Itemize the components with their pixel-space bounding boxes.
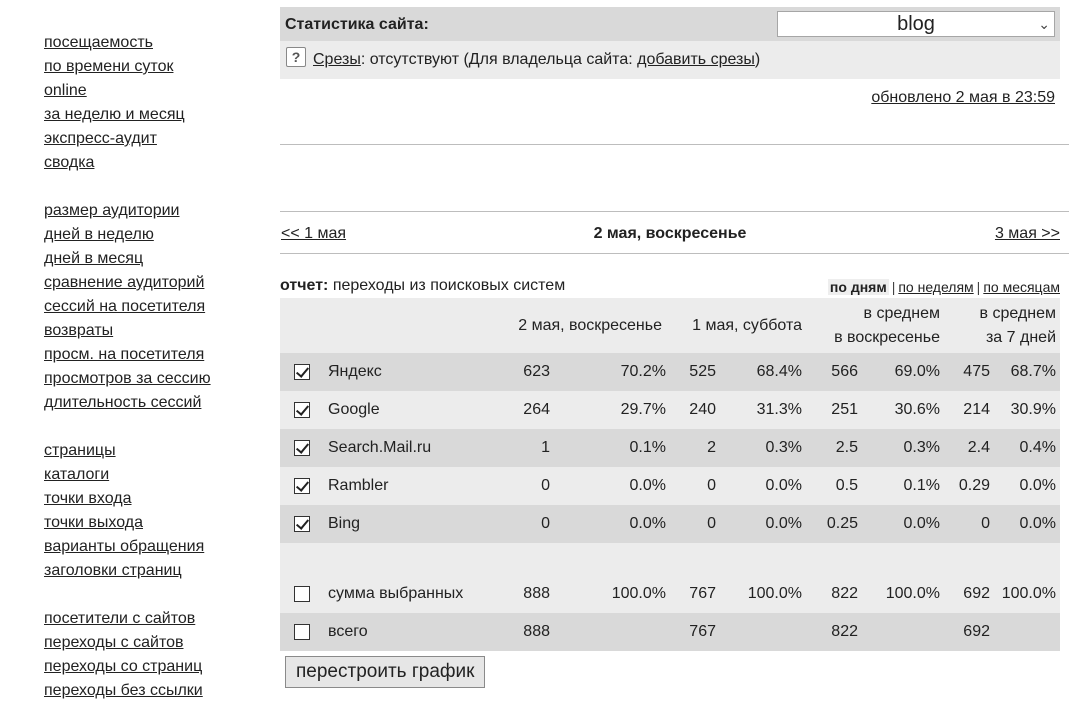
count-cell: 888 xyxy=(494,575,554,613)
percent-cell: 70.2% xyxy=(554,353,666,391)
row-checkbox[interactable] xyxy=(294,478,310,494)
report-line xyxy=(280,277,1060,297)
slices-status: : отсутствуют (Для владельца сайта: xyxy=(360,51,638,68)
col-head-avg-7 xyxy=(940,298,1060,353)
nav-item[interactable]: дней в неделю xyxy=(44,226,154,243)
percent-cell: 100.0% xyxy=(862,575,940,613)
site-select-value: blog xyxy=(897,13,935,35)
page-title: Статистика сайта: xyxy=(285,16,429,33)
table-row xyxy=(280,613,1060,651)
table-row xyxy=(280,505,1060,543)
nav-item[interactable]: длительность сессий xyxy=(44,394,202,411)
percent-cell: 0.3% xyxy=(716,429,806,467)
table-row xyxy=(280,467,1060,505)
count-cell: 0 xyxy=(666,505,716,543)
table-header xyxy=(280,298,1060,353)
count-cell: 240 xyxy=(666,391,716,429)
count-cell: 566 xyxy=(806,353,862,391)
row-checkbox[interactable] xyxy=(294,586,310,602)
chevron-down-icon: ⌄ xyxy=(1038,16,1050,32)
col-head-avg7-sub: за 7 дней xyxy=(985,328,1056,346)
nav-item[interactable]: online xyxy=(44,82,87,99)
date-nav xyxy=(280,225,1060,245)
nav-item[interactable]: варианты обращения xyxy=(44,538,205,555)
nav-item[interactable]: сравнение аудиторий xyxy=(44,274,205,291)
count-cell: 767 xyxy=(666,613,716,651)
nav-item[interactable]: экспресс-аудит xyxy=(44,130,157,147)
nav-group-audience xyxy=(44,199,244,415)
nav-item[interactable]: переходы без ссылки xyxy=(44,682,203,699)
question-icon[interactable]: ? xyxy=(286,47,306,67)
row-label: Google xyxy=(324,391,494,429)
spacer-row xyxy=(280,543,1060,575)
nav-item[interactable]: посещаемость xyxy=(44,34,153,51)
count-cell: 2.5 xyxy=(806,429,862,467)
percent-cell: 0.0% xyxy=(990,505,1060,543)
table-row xyxy=(280,391,1060,429)
period-days[interactable]: по дням xyxy=(829,279,887,295)
report-label: отчет: xyxy=(280,277,329,294)
percent-cell: 0.3% xyxy=(862,429,940,467)
site-select[interactable] xyxy=(777,11,1055,37)
count-cell: 214 xyxy=(940,391,990,429)
percent-cell: 0.0% xyxy=(990,467,1060,505)
count-cell: 0.29 xyxy=(940,467,990,505)
period-weeks[interactable]: по неделям xyxy=(898,279,974,295)
nav-group-referrers xyxy=(44,607,244,703)
percent-cell xyxy=(990,613,1060,651)
report-title xyxy=(280,277,565,295)
row-label: Bing xyxy=(324,505,494,543)
data-rows xyxy=(280,353,1060,543)
col-head-avg7-label: в среднем xyxy=(979,304,1056,322)
count-cell: 0.5 xyxy=(806,467,862,505)
rebuild-chart-button[interactable]: перестроить график xyxy=(285,656,485,688)
nav-item[interactable]: за неделю и месяц xyxy=(44,106,185,123)
period-switch: по дням | по неделям | по месяцам xyxy=(829,279,1060,295)
stats-header xyxy=(280,7,1060,41)
row-label: всего xyxy=(324,613,494,651)
percent-cell: 0.1% xyxy=(554,429,666,467)
percent-cell: 68.7% xyxy=(990,353,1060,391)
sidebar xyxy=(44,31,244,727)
table-row xyxy=(280,353,1060,391)
count-cell: 475 xyxy=(940,353,990,391)
nav-item[interactable]: просм. на посетителя xyxy=(44,346,205,363)
percent-cell: 100.0% xyxy=(554,575,666,613)
nav-item[interactable]: сводка xyxy=(44,154,95,171)
count-cell: 251 xyxy=(806,391,862,429)
count-cell: 0 xyxy=(940,505,990,543)
count-cell: 2 xyxy=(666,429,716,467)
nav-item[interactable]: каталоги xyxy=(44,466,110,483)
table-row xyxy=(280,429,1060,467)
percent-cell: 68.4% xyxy=(716,353,806,391)
nav-item[interactable]: посетители с сайтов xyxy=(44,610,196,627)
col-head-prev: 1 мая, суббота xyxy=(666,298,806,353)
nav-item[interactable]: заголовки страниц xyxy=(44,562,182,579)
report-name: переходы из поисковых систем xyxy=(332,277,566,294)
count-cell: 0 xyxy=(494,467,554,505)
row-checkbox[interactable] xyxy=(294,624,310,640)
count-cell: 692 xyxy=(940,575,990,613)
percent-cell: 69.0% xyxy=(862,353,940,391)
nav-item[interactable]: переходы с сайтов xyxy=(44,634,184,651)
count-cell: 1 xyxy=(494,429,554,467)
period-months[interactable]: по месяцам xyxy=(983,279,1060,295)
slices-text xyxy=(313,51,760,69)
percent-cell: 0.1% xyxy=(862,467,940,505)
main-content xyxy=(280,7,1060,682)
current-date: 2 мая, воскресенье xyxy=(593,225,747,242)
count-cell: 525 xyxy=(666,353,716,391)
col-head-avg-label: в среднем xyxy=(863,304,940,322)
percent-cell: 100.0% xyxy=(716,575,806,613)
percent-cell: 0.0% xyxy=(862,505,940,543)
nav-item[interactable]: размер аудитории xyxy=(44,202,180,219)
stats-table xyxy=(280,298,1060,651)
row-label: Rambler xyxy=(324,467,494,505)
count-cell: 767 xyxy=(666,575,716,613)
nav-item[interactable]: по времени суток xyxy=(44,58,174,75)
count-cell: 888 xyxy=(494,613,554,651)
count-cell: 692 xyxy=(940,613,990,651)
percent-cell xyxy=(716,613,806,651)
count-cell: 822 xyxy=(806,613,862,651)
row-checkbox[interactable] xyxy=(294,440,310,456)
nav-item[interactable]: сессий на посетителя xyxy=(44,298,206,315)
nav-item[interactable]: возвраты xyxy=(44,322,114,339)
count-cell: 623 xyxy=(494,353,554,391)
nav-item[interactable]: дней в месяц xyxy=(44,250,144,267)
total-rows xyxy=(280,543,1060,651)
next-day-link[interactable]: 3 мая >> xyxy=(994,225,1060,242)
row-checkbox[interactable] xyxy=(294,364,310,380)
row-checkbox[interactable] xyxy=(294,402,310,418)
updated-link[interactable]: обновлено 2 мая в 23:59 xyxy=(871,89,1055,106)
row-label: сумма выбранных xyxy=(324,575,494,613)
col-head-day: 2 мая, воскресенье xyxy=(494,298,666,353)
row-label: Search.Mail.ru xyxy=(324,429,494,467)
row-checkbox[interactable] xyxy=(294,516,310,532)
divider xyxy=(280,211,1069,212)
count-cell: 0.25 xyxy=(806,505,862,543)
percent-cell: 0.0% xyxy=(554,467,666,505)
slices-end: ) xyxy=(754,51,761,68)
nav-item[interactable]: точки выхода xyxy=(44,514,144,531)
nav-item[interactable]: точки входа xyxy=(44,490,132,507)
percent-cell: 100.0% xyxy=(990,575,1060,613)
nav-group-pages xyxy=(44,439,244,583)
slices-bar xyxy=(280,41,1060,79)
add-slices-link[interactable]: добавить срезы xyxy=(637,51,755,68)
slices-link[interactable]: Срезы xyxy=(313,51,361,68)
col-head-avg-sunday xyxy=(806,298,940,353)
percent-cell: 0.0% xyxy=(716,467,806,505)
prev-day-link[interactable]: << 1 мая xyxy=(281,225,347,242)
nav-item[interactable]: переходы со страниц xyxy=(44,658,203,675)
divider xyxy=(280,253,1069,254)
count-cell: 0 xyxy=(666,467,716,505)
percent-cell: 30.6% xyxy=(862,391,940,429)
count-cell: 2.4 xyxy=(940,429,990,467)
count-cell: 822 xyxy=(806,575,862,613)
percent-cell xyxy=(554,613,666,651)
percent-cell xyxy=(862,613,940,651)
nav-item[interactable]: страницы xyxy=(44,442,116,459)
divider xyxy=(280,144,1069,145)
col-head-avg-sub: в воскресенье xyxy=(834,328,940,346)
row-label: Яндекс xyxy=(324,353,494,391)
percent-cell: 29.7% xyxy=(554,391,666,429)
percent-cell: 0.0% xyxy=(716,505,806,543)
percent-cell: 31.3% xyxy=(716,391,806,429)
percent-cell: 0.4% xyxy=(990,429,1060,467)
percent-cell: 0.0% xyxy=(554,505,666,543)
nav-item[interactable]: просмотров за сессию xyxy=(44,370,211,387)
percent-cell: 30.9% xyxy=(990,391,1060,429)
count-cell: 0 xyxy=(494,505,554,543)
count-cell: 264 xyxy=(494,391,554,429)
nav-group-traffic xyxy=(44,31,244,175)
table-row xyxy=(280,575,1060,613)
